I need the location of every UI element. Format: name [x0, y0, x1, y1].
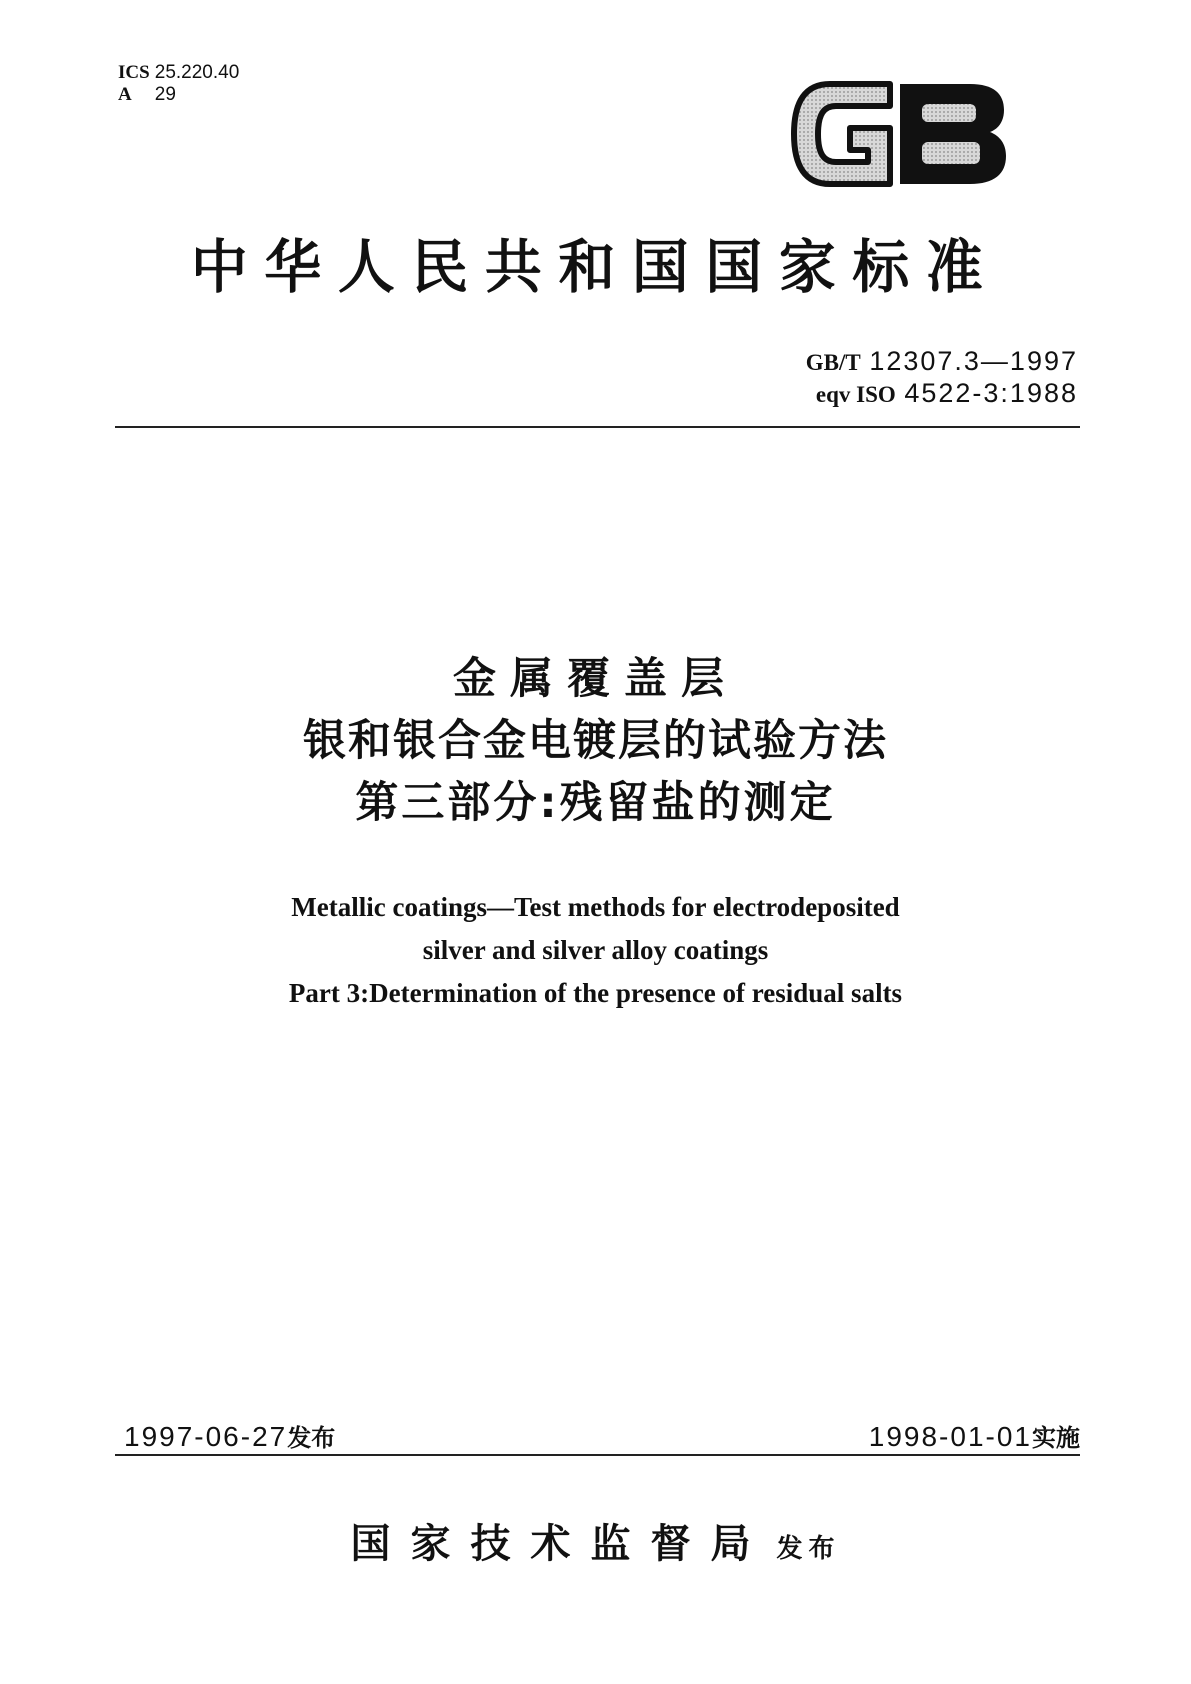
equivalent-standard-row	[698, 378, 1078, 410]
issue-date-value: 1997-06-27	[124, 1421, 288, 1452]
issue-date	[124, 1418, 335, 1453]
ccs-label: A	[118, 84, 132, 105]
issue-date-label: 发布	[287, 1424, 336, 1452]
implementation-date-label: 实施	[1032, 1424, 1080, 1452]
ics-value: 25.220.40	[154, 62, 240, 83]
implementation-date	[800, 1418, 1080, 1453]
ics-label: ICS	[118, 62, 150, 83]
issuing-authority	[0, 1512, 1191, 1569]
ics-row	[118, 62, 239, 84]
standard-number-prefix: GB/T	[805, 350, 861, 375]
standard-number-block	[698, 346, 1078, 410]
implementation-date-value: 1998-01-01	[868, 1421, 1032, 1452]
header-divider	[115, 426, 1080, 428]
equivalent-standard-number: 4522-3:1988	[904, 378, 1078, 408]
chinese-title-line-1: 金属覆盖层	[453, 654, 738, 704]
chinese-title-line-3: 第三部分:残留盐的测定	[355, 778, 836, 828]
footer-divider	[115, 1454, 1080, 1456]
gb-logo-graphic	[790, 78, 1010, 190]
authority-action: 发布	[776, 1534, 841, 1564]
gb-logo	[790, 78, 1010, 190]
ccs-row	[118, 84, 239, 106]
classification-codes	[118, 62, 239, 106]
chinese-title	[0, 648, 1191, 834]
equivalent-standard-prefix: eqv ISO	[815, 382, 896, 407]
authority-name: 国家技术监督局	[350, 1520, 771, 1567]
english-title	[0, 886, 1191, 1015]
chinese-title-line-2: 银和银合金电镀层的试验方法	[303, 716, 888, 766]
national-standard-title: 中华人民共和国国家标准	[190, 233, 1000, 301]
english-title-line-3: Part 3:Determination of the presence of residual salts	[288, 978, 903, 1008]
ccs-value: 29	[154, 84, 176, 105]
english-title-line-1: Metallic coatings—Test methods for electrodeposited	[291, 892, 900, 922]
english-title-line-2: silver and silver alloy coatings	[422, 935, 769, 965]
standard-number-row	[698, 346, 1078, 378]
standard-number: 12307.3—1997	[869, 346, 1078, 376]
